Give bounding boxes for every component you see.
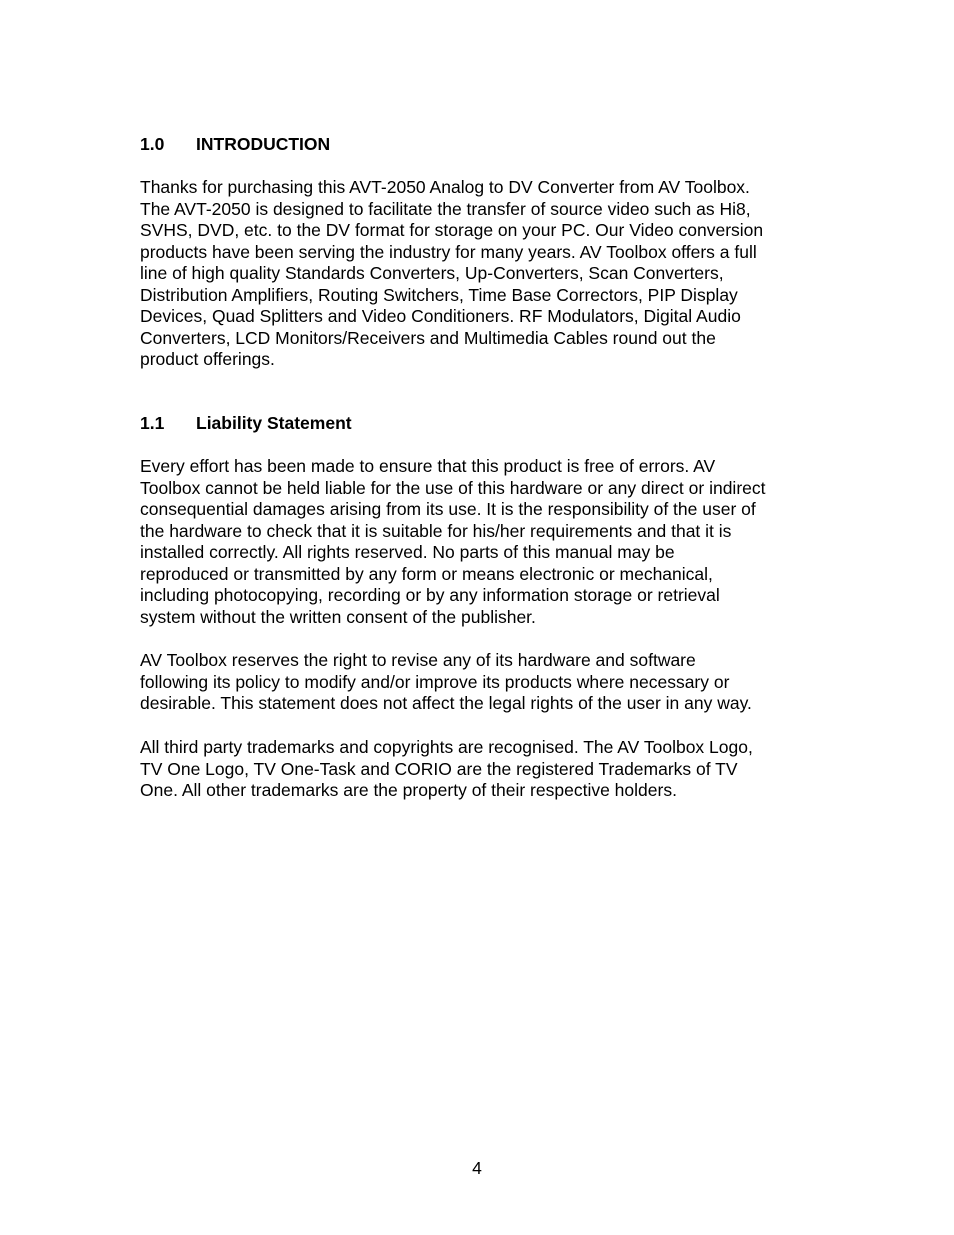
liability-paragraph-3: [140, 737, 830, 802]
text-line: products have been serving the industry for many years. AV Toolbox offers a full: [140, 241, 757, 262]
text-line: Thanks for purchasing this AVT-2050 Analog to DV Converter from AV Toolbox.: [140, 177, 750, 197]
text-line: installed correctly. All rights reserved. No parts of this manual may be: [140, 542, 675, 562]
text-line: the hardware to check that it is suitable for his/her requirements and that it is: [140, 520, 732, 541]
text-line: following its policy to modify and/or improve its products where necessary or: [140, 671, 730, 692]
text-line: SVHS, DVD, etc. to the DV format for storage on your PC. Our Video conversion: [140, 220, 764, 240]
text-line: All third party trademarks and copyrights are recognised. The AV Toolbox Logo,: [140, 737, 753, 757]
introduction-paragraph: [140, 177, 830, 371]
text-line: Toolbox cannot be held liable for the use of this hardware or any direct or indirect: [140, 477, 766, 498]
text-line: Converters, LCD Monitors/Receivers and Multimedia Cables round out the: [140, 327, 716, 348]
text-line: system without the written consent of the publisher.: [140, 606, 536, 627]
text-line: TV One Logo, TV One-Task and CORIO are the registered Trademarks of TV: [140, 758, 738, 779]
liability-paragraph-2: [140, 650, 830, 715]
section-number: 1.0: [140, 134, 165, 154]
section-heading-liability-statement: [140, 413, 352, 434]
section-title: Liability Statement: [196, 413, 352, 433]
section-title: INTRODUCTION: [196, 134, 331, 154]
text-line: product offerings.: [140, 349, 275, 369]
text-line: Every effort has been made to ensure that this product is free of errors. AV: [140, 456, 716, 476]
text-line: Distribution Amplifiers, Routing Switchers, Time Base Correctors, PIP Display: [140, 284, 738, 305]
text-line: Devices, Quad Splitters and Video Conditioners. RF Modulators, Digital Audio: [140, 306, 741, 326]
text-line: desirable. This statement does not affect the legal rights of the user in any way.: [140, 693, 752, 713]
text-line: including photocopying, recording or by any information storage or retrieval: [140, 585, 720, 605]
text-line: One. All other trademarks are the property of their respective holders.: [140, 780, 677, 800]
section-number: 1.1: [140, 413, 165, 433]
section-heading-introduction: [140, 134, 330, 155]
text-line: AV Toolbox reserves the right to revise any of its hardware and software: [140, 650, 696, 670]
text-line: The AVT-2050 is designed to facilitate the transfer of source video such as Hi8,: [140, 198, 751, 219]
page-number: 4: [472, 1158, 482, 1178]
text-line: line of high quality Standards Converters, Up-Converters, Scan Converters,: [140, 263, 724, 283]
text-line: reproduced or transmitted by any form or means electronic or mechanical,: [140, 563, 713, 584]
text-line: consequential damages arising from its use. It is the responsibility of the user of: [140, 499, 756, 519]
liability-paragraph-1: [140, 456, 830, 628]
